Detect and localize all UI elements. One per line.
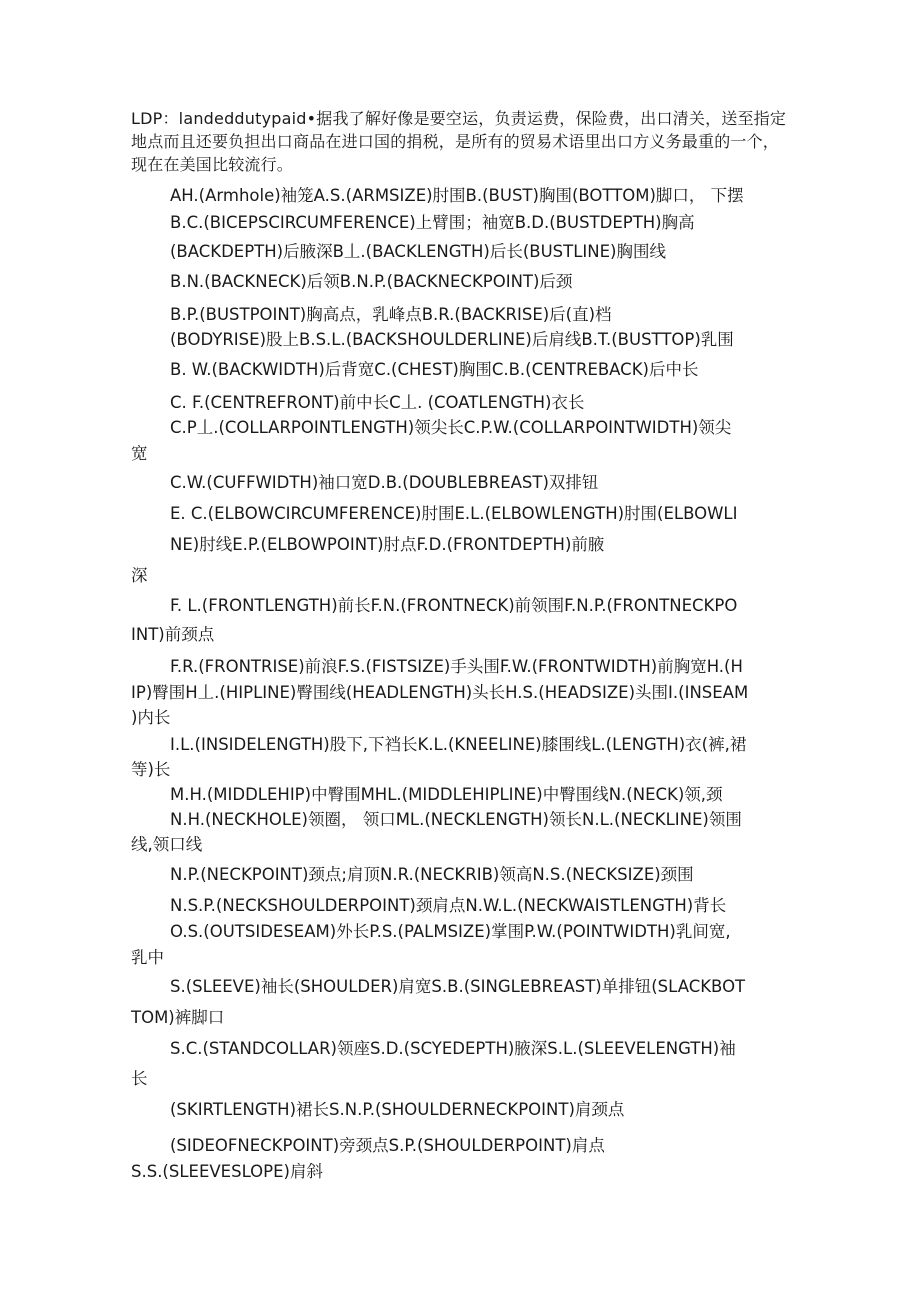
text-line: F. L.(FRONTLENGTH)前长F.N.(FRONTNECK)前领围F.N.P.(FRONTNECKPO: [170, 596, 738, 615]
intro-paragraph: LDP：landeddutypaid•据我了解好像是要空运，负责运费，保险费，出口清关，送至指定地点而且还要负担出口商品在进口国的捐税，是所有的贸易术语里出口方义务最重的一个，现在在美国比较流行。: [131, 109, 787, 174]
text-line: AH.(Armhole)袖笼A.S.(ARMSIZE)肘围B.(BUST)胸围(BOTTOM)脚口， 下摆: [170, 186, 744, 205]
text-line: B.N.(BACKNECK)后领B.N.P.(BACKNECKPOINT)后颈: [170, 272, 573, 291]
text-line: O.S.(OUTSIDESEAM)外长P.S.(PALMSIZE)掌围P.W.(POINTWIDTH)乳间宽,: [170, 922, 731, 941]
text-line: 深: [131, 566, 148, 585]
text-line: N.S.P.(NECKSHOULDERPOINT)颈肩点N.W.L.(NECKWAISTLENGTH)背长: [170, 896, 727, 915]
text-line: I.L.(INSIDELENGTH)股下,下裆长K.L.(KNEELINE)膝围线L.(LENGTH)衣(裤,裙: [170, 735, 747, 754]
text-line: C. F.(CENTREFRONT)前中长C丄. (COATLENGTH)衣长: [170, 393, 585, 412]
text-line: (SIDEOFNECKPOINT)旁颈点S.P.(SHOULDERPOINT)肩点: [170, 1136, 605, 1155]
text-line: )内长: [131, 708, 171, 727]
text-line: IP)臀围H丄.(HIPLINE)臀围线(HEADLENGTH)头长H.S.(HEADSIZE)头围I.(INSEAM: [131, 683, 749, 702]
text-line: N.H.(NECKHOLE)领圈， 领口ML.(NECKLENGTH)领长N.L.(NECKLINE)领围: [170, 810, 742, 829]
text-line: B.C.(BICEPSCIRCUMFERENCE)上臂围；袖宽B.D.(BUSTDEPTH)胸高: [170, 213, 695, 232]
text-line: (BODYRISE)股上B.S.L.(BACKSHOULDERLINE)后肩线B.T.(BUSTTOP)乳围: [170, 330, 734, 349]
text-line: B. W.(BACKWIDTH)后背宽C.(CHEST)胸围C.B.(CENTREBACK)后中长: [170, 360, 699, 379]
text-line: NE)肘线E.P.(ELBOWPOINT)肘点F.D.(FRONTDEPTH)前腋: [170, 535, 605, 554]
text-line: F.R.(FRONTRISE)前浪F.S.(FISTSIZE)手头围F.W.(FRONTWIDTH)前胸宽H.(H: [170, 657, 743, 676]
text-line: (BACKDEPTH)后腋深B丄.(BACKLENGTH)后长(BUSTLINE)胸围线: [170, 242, 666, 261]
text-line: 线,领口线: [131, 835, 203, 854]
text-line: S.C.(STANDCOLLAR)领座S.D.(SCYEDEPTH)腋深S.L.(SLEEVELENGTH)袖: [170, 1039, 736, 1058]
text-line: S.S.(SLEEVESLOPE)肩斜: [131, 1162, 323, 1181]
text-line: C.W.(CUFFWIDTH)袖口宽D.B.(DOUBLEBREAST)双排钮: [170, 473, 599, 492]
text-line: (SKIRTLENGTH)裙长S.N.P.(SHOULDERNECKPOINT)肩颈点: [170, 1100, 625, 1119]
text-line: M.H.(MIDDLEHIP)中臀围MHL.(MIDDLEHIPLINE)中臀围线N.(NECK)领,颈: [170, 785, 723, 804]
text-line: 等)长: [131, 760, 171, 779]
text-line: 长: [131, 1069, 148, 1088]
text-line: INT)前颈点: [131, 625, 215, 644]
text-line: S.(SLEEVE)袖长(SHOULDER)肩宽S.B.(SINGLEBREAST)单排钮(SLACKBOT: [170, 977, 746, 996]
text-line: 宽: [131, 444, 148, 463]
text-line: E. C.(ELBOWCIRCUMFERENCE)肘围E.L.(ELBOWLENGTH)肘围(ELBOWLI: [170, 504, 738, 523]
text-line: 乳中: [131, 948, 164, 967]
text-line: TOM)裤脚口: [131, 1008, 225, 1027]
text-line: C.P丄.(COLLARPOINTLENGTH)领尖长C.P.W.(COLLARPOINTWIDTH)领尖: [170, 418, 732, 437]
text-line: N.P.(NECKPOINT)颈点;肩顶N.R.(NECKRIB)领高N.S.(NECKSIZE)颈围: [170, 865, 694, 884]
text-line: B.P.(BUSTPOINT)胸高点，乳峰点B.R.(BACKRISE)后(直)档: [170, 305, 612, 324]
